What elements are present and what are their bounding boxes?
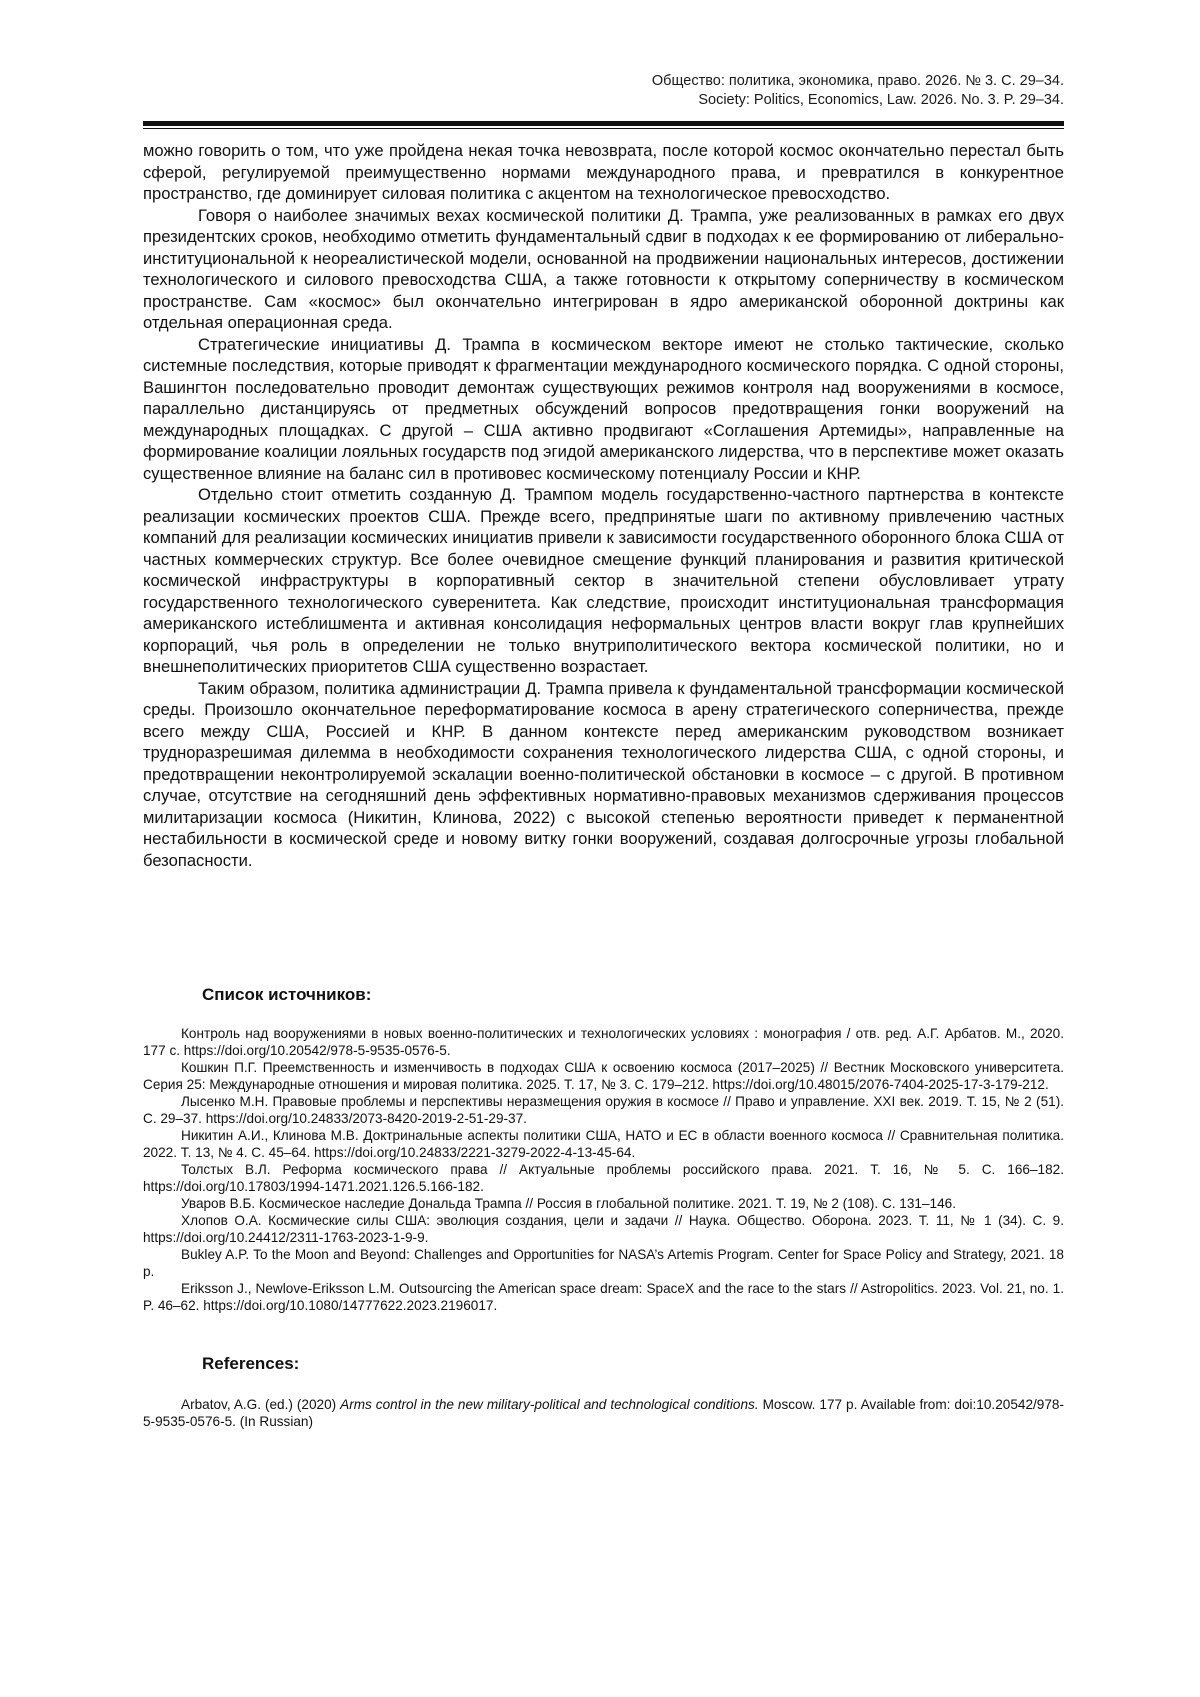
source-item: Никитин А.И., Клинова М.В. Доктринальные аспекты политики США, НАТО и ЕС в области военного космоса // Сравнительная политика. 2022. Т. 13, № 4. С. 45–64. https://doi.org/10.24833/2221-3279-2022-4-13-45-64. bbox=[143, 1128, 1064, 1160]
source-item: Eriksson J., Newlove-Eriksson L.M. Outsourcing the American space dream: SpaceX and the race to the stars // Astropolitics. 2023. Vol. 21, no. 1. P. 46–62. https://doi.org/10.1080/14777622.2023.2196017. bbox=[143, 1281, 1064, 1313]
body-paragraph: Говоря о наиболее значимых вехах космической политики Д. Трампа, уже реализованных в рамках его двух президентских сроков, необходимо отметить фундаментальный сдвиг в подходах к ее формированию от либерально-институциональной к неореалистической модели, основанной на продвижении национальных интересов, достижении технологического и силового превосходства США, а также готовности к открытому соперничеству в космическом пространстве. Сам «космос» был окончательно интегрирован в ядро американской оборонной доктрины как отдельная операционная среда. bbox=[143, 205, 1064, 332]
body-paragraph: Таким образом, политика администрации Д. Трампа привела к фундаментальной трансформации космической среды. Произошло окончательное переформатирование космоса в арену стратегического соперничества, прежде всего между США, Россией и КНР. В данном контексте перед американским руководством возникает трудноразрешимая дилемма в необходимости сохранения технологического лидерства США, с одной стороны, и предотвращении неконтролируемой эскалации военно-политической обстановки в космосе – с другой. В противном случае, отсутствие на сегодняшний день эффективных нормативно-правовых механизмов сдерживания процессов милитаризации космоса (Никитин, Клинова, 2022) с высокой степенью вероятности приведет к перманентной нестабильности в космической среде и новому витку гонки вооружений, создавая долгосрочные угрозы глобальной безопасности. bbox=[143, 678, 1064, 870]
reference-title: Arms control in the new military-political and technological conditions. bbox=[340, 1397, 759, 1412]
running-header bbox=[652, 72, 1064, 110]
body-paragraph: Отдельно стоит отметить созданную Д. Трампом модель государственно-частного партнерства в контексте реализации космических проектов США. Прежде всего, предпринятые шаги по активному привлечению частных компаний для реализации космических инициатив привели к зависимости государственного оборонного блока США от частных коммерческих структур. Все более очевидное смещение функций планирования и развития критической космической инфраструктуры в корпоративный сектор в значительной степени обусловливает утрату государственного технологического суверенитета. Как следствие, происходит институциональная трансформация американского истеблишмента и активная консолидация неформальных центров власти вокруг глав крупнейших корпораций, чья роль в определении не только внутриполитического вектора космической политики, но и внешнеполитических приоритетов США существенно возрастает. bbox=[143, 485, 1064, 676]
source-item: Толстых В.Л. Реформа космического права // Актуальные проблемы российского права. 2021. Т. 16, № 5. С. 166–182. https://doi.org/10.17803/1994-1471.2021.126.5.166-182. bbox=[143, 1162, 1064, 1194]
source-item: Лысенко М.Н. Правовые проблемы и перспективы неразмещения оружия в космосе // Право и управление. XXI век. 2019. Т. 15, № 2 (51). С. 29–37. https://doi.org/10.24833/2073-8420-2019-2-51-29-37. bbox=[143, 1094, 1064, 1126]
reference-details: Moscow. 177 p. Available from: doi:10.20542/978-5-9535-0576-5. (In Russian) bbox=[143, 1397, 1064, 1429]
article-body bbox=[143, 140, 1064, 871]
reference-item bbox=[143, 1396, 1064, 1430]
references-list bbox=[143, 1396, 1064, 1430]
source-item: Контроль над вооружениями в новых военно-политических и технологических условиях : монография / отв. ред. А.Г. Арбатов. М., 2020. 177 с. https://doi.org/10.20542/978-5-9535-0576-5. bbox=[143, 1026, 1064, 1058]
body-paragraph: Стратегические инициативы Д. Трампа в космическом векторе имеют не столько тактические, сколько системные последствия, которые приводят к фрагментации международного космического порядка. С одной стороны, Вашингтон последовательно проводит демонтаж существующих режимов контроля над вооружениями в космосе, параллельно дистанцируясь от предметных обсуждений вопросов предотвращения гонки вооружений на международных площадках. С другой – США активно продвигают «Соглашения Артемиды», направленные на формирование коалиции лояльных государств под эгидой американского лидерства, что в перспективе может оказать существенное влияние на баланс сил в противовес космическому потенциалу России и КНР. bbox=[143, 334, 1064, 483]
source-item: Кошкин П.Г. Преемственность и изменчивость в подходах США к освоению космоса (2017–2025) // Вестник Московского университета. Серия 25: Международные отношения и мировая политика. 2025. Т. 17, № 3. С. 179–212. https://doi.org/10.48015/2076-7404-2025-17-3-179-212. bbox=[143, 1060, 1064, 1092]
reference-author: Arbatov, A.G. (ed.) (2020) bbox=[181, 1397, 341, 1412]
references-heading: References: bbox=[202, 1354, 300, 1373]
source-item: Хлопов О.А. Космические силы США: эволюция создания, цели и задачи // Наука. Общество. Оборона. 2023. Т. 11, № 1 (34). С. 9. https://doi.org/10.24412/2311-1763-2023-1-9-9. bbox=[143, 1213, 1064, 1245]
source-item: Bukley A.P. To the Moon and Beyond: Challenges and Opportunities for NASA’s Artemis Program. Center for Space Policy and Strategy, 2021. 18 p. bbox=[143, 1247, 1064, 1279]
sources-list bbox=[143, 1025, 1064, 1314]
header-rule-thin bbox=[143, 128, 1064, 129]
header-citation-ru: Общество: политика, экономика, право. 2026. № 3. С. 29–34. bbox=[651, 73, 1064, 89]
sources-heading: Список источников: bbox=[202, 985, 372, 1004]
body-paragraph: можно говорить о том, что уже пройдена некая точка невозврата, после которой космос окончательно перестал быть сферой, регулируемой преимущественно нормами международного права, и превратился в конкурентное пространство, где доминирует силовая политика с акцентом на технологическое превосходство. bbox=[143, 141, 1064, 203]
source-item: Уваров В.Б. Космическое наследие Дональда Трампа // Россия в глобальной политике. 2021. Т. 19, № 2 (108). С. 131–146. bbox=[181, 1196, 957, 1211]
header-citation-en: Society: Politics, Economics, Law. 2026. No. 3. P. 29–34. bbox=[698, 92, 1064, 108]
header-rule-thick bbox=[143, 121, 1064, 126]
